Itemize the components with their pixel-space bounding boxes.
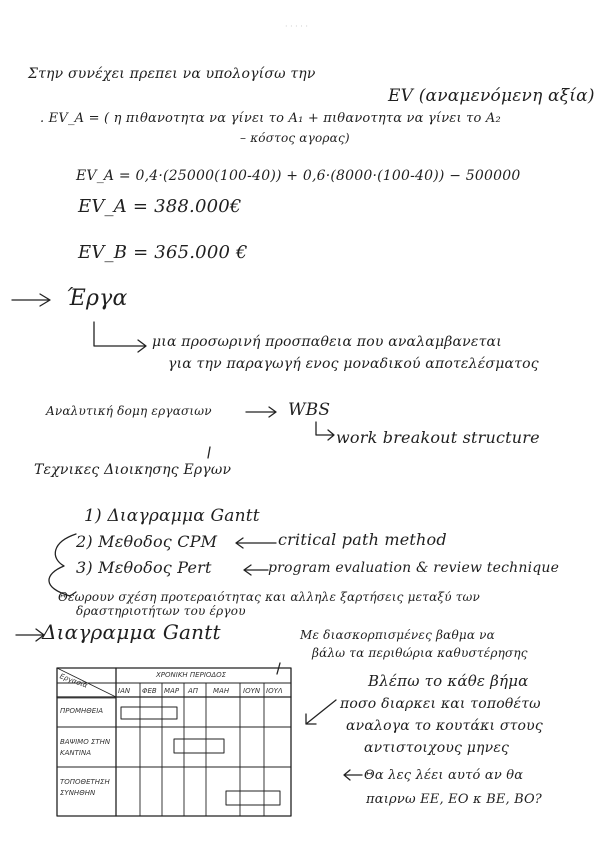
pert-note: program evaluation & review technique	[268, 560, 560, 576]
erga-heading: Έργα	[66, 286, 128, 311]
gantt-task-label: ΒΑΨΙΜΟ ΣΤΗΝ ΚΑΝΤΙΝΑ	[60, 738, 111, 757]
explain-arrow-icon	[300, 696, 340, 730]
gantt-bar-topothetisi	[226, 791, 280, 805]
ev-intro-text: Στην συνέχει πρεπει να υπολογίσω την	[28, 66, 316, 82]
tick-mark-icon	[204, 446, 214, 460]
gantt-corner-label: Εργασία	[58, 672, 89, 690]
scan-header: · · · · ·	[285, 22, 308, 31]
wbs-arrow-icon	[244, 404, 282, 420]
ev-b-result: EV_B = 365.000 €	[78, 242, 248, 263]
technique-pert: 3) Μεθοδος Pert	[76, 558, 212, 577]
wbs-expansion: work breakout structure	[336, 428, 540, 447]
ev-term: EV (αναμενόμενη αξία)	[388, 86, 595, 106]
gantt-question-line2: παιρνω ΕΕ, ΕΟ κ ΒΕ, ΒΟ?	[366, 792, 542, 807]
gantt-heading: Διαγραμμα Gantt	[42, 620, 221, 644]
technique-cpm: 2) Μεθοδος CPM	[76, 532, 218, 551]
erga-arrow-icon	[10, 290, 60, 310]
erga-definition-line1: μια προσωρινή προσπαθεια που αναλαμβανεται	[152, 334, 502, 350]
gantt-month: ΜΑΗ	[213, 687, 230, 695]
wbs-label: Αναλυτική δομη εργασιων	[46, 404, 212, 418]
ev-definition-line1: . EV_A = ( η πιθανοτητα να γίνει το A₁ + πιθανοτητα να γίνει το A₂	[40, 111, 501, 126]
ev-a-result: EV_A = 388.000€	[78, 196, 242, 217]
gantt-task-label: ΤΟΠΟΘΕΤΗΣΗ ΣΥΝΗΘΗΝ	[60, 778, 110, 797]
gantt-explain-line4: αντιστοιχους μηνες	[364, 740, 510, 756]
gantt-explain-line3: αναλογα το κουτάκι στους	[346, 718, 543, 734]
gantt-month: ΑΠ	[188, 687, 199, 695]
erga-definition-arrow-icon	[88, 320, 154, 354]
gantt-explain-line1: Βλέπω το κάθε βήμα	[368, 672, 529, 690]
wbs-acronym: WBS	[288, 400, 331, 420]
pert-arrow-icon	[240, 563, 270, 577]
cpm-note: critical path method	[278, 530, 447, 549]
gantt-month: ΦΕΒ	[142, 687, 157, 695]
gantt-month: ΙΟΥΛ	[266, 687, 283, 695]
bracket-note-line1: Θεωρουν σχέση προτεραιότητας και αλληλε ξαρτήσεις μεταξύ των	[58, 590, 481, 604]
gantt-month: ΙΑΝ	[118, 687, 131, 695]
gantt-task-label: ΠΡΟΜΗΘΕΙΑ	[60, 707, 104, 715]
ev-definition-line2: – κόστος αγορας)	[240, 131, 350, 145]
technique-gantt: 1) Διαγραμμα Gantt	[84, 506, 260, 526]
question-arrow-icon	[340, 768, 364, 782]
gantt-table	[56, 667, 292, 817]
gantt-bar-promitheia	[121, 707, 177, 719]
techniques-heading: Τεχνικες Διοικησης Εργων	[34, 462, 232, 478]
bracket-note-line2: δραστηριοτήτων του έργου	[76, 604, 246, 618]
ev-calculation: EV_A = 0,4·(25000(100-40)) + 0,6·(8000·(100-40)) − 500000	[76, 168, 521, 184]
cpm-arrow-icon	[232, 536, 278, 550]
gantt-explain-line2: ποσο διαρκει και τοποθέτω	[340, 696, 541, 712]
gantt-bar-vapsimo	[174, 739, 224, 753]
gantt-question-line1: Θα λες λέει αυτό αν θα	[364, 768, 524, 783]
wbs-expansion-arrow-icon	[312, 420, 338, 442]
erga-definition-line2: για την παραγωγή ενος μοναδικού αποτελέσματος	[168, 356, 539, 372]
gantt-month: ΜΑΡ	[164, 687, 180, 695]
gantt-side-note-line1: Με διασκορπισμένες βαθμα να	[300, 628, 495, 642]
gantt-month: ΙΟΥΝ	[243, 687, 261, 695]
gantt-period-header: ΧΡΟΝΙΚΗ ΠΕΡΙΟΔΟΣ	[156, 671, 227, 679]
gantt-side-note-line2: βάλω τα περιθώρια καθυστέρησης	[312, 646, 528, 660]
